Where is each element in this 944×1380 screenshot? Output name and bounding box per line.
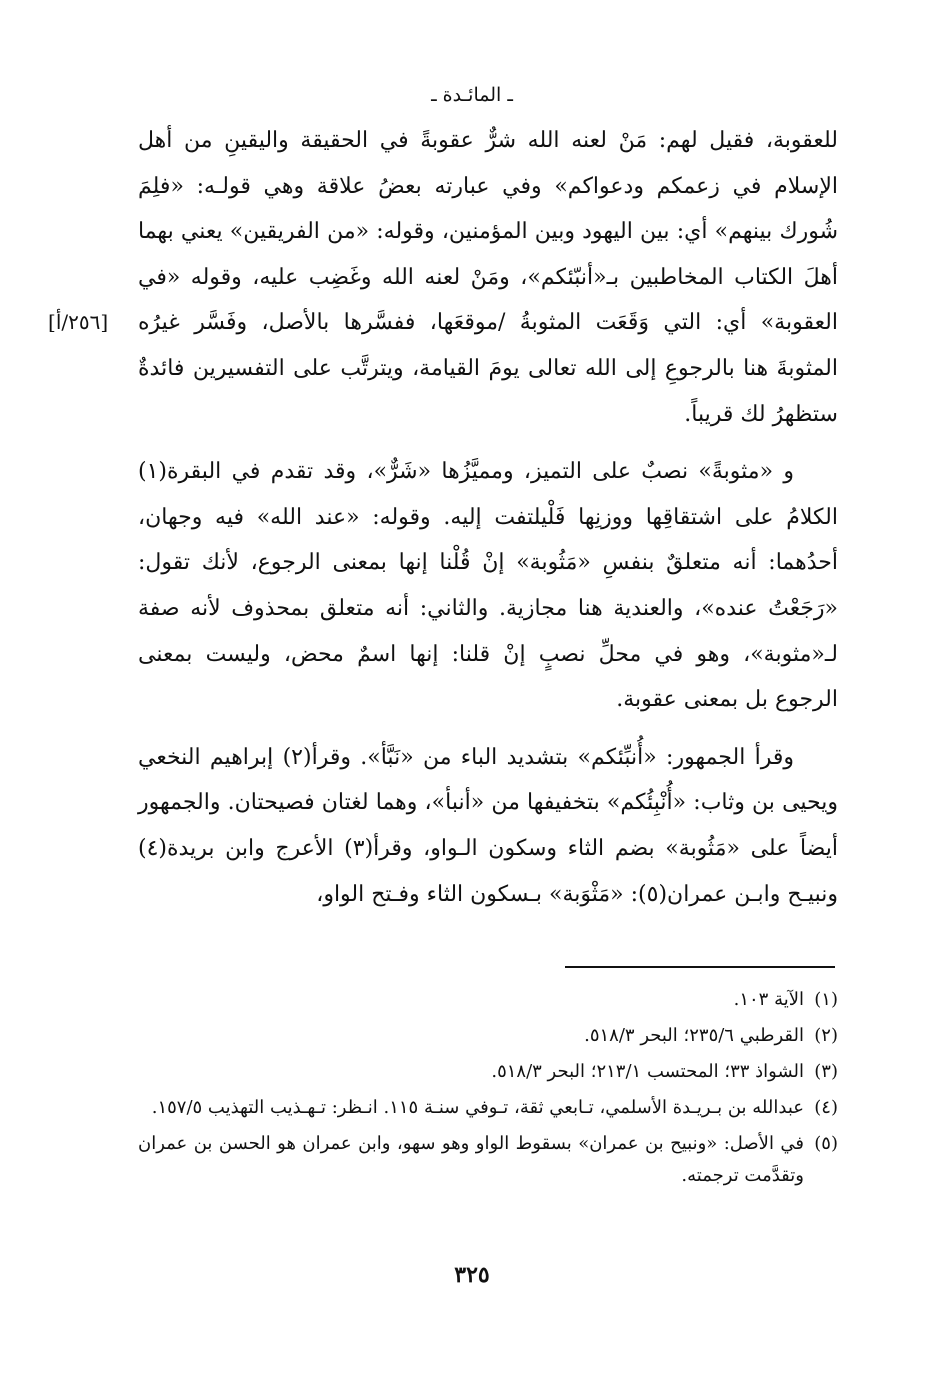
page-number: ٣٢٥ (454, 1262, 490, 1288)
footnote-number: (١) (814, 989, 838, 1010)
footnote-text: القرطبي ٢٣٥/٦؛ البحر ٥١٨/٣. (584, 1025, 804, 1046)
paragraph: وقرأ الجمهور: «أُنبِّئكم» بتشديد الباء من «نَبَّأ». وقرأ(٢) إبراهيم النخعي ويحيى بن وثاب: «أُنْبِئُكم» بتخفيفها من «أنبأ»، وهما لغتان فصيحتان. والجمهور أيضاً على «مَثُوبة» بضم الثاء وسكون الـواو، وقرأ(٣) الأعرج وابن بريدة(٤) ونبيـح وابـن عمران(٥): «مَثْوَبة» بـسكون الثاء وفـتح الواو، (138, 744, 838, 907)
main-text (138, 118, 838, 917)
footnote-text: الآية ١٠٣. (733, 989, 804, 1010)
footnote-number: (٥) (814, 1133, 838, 1154)
paragraph: للعقوبة، فقيل لهم: مَنْ لعنه الله شرٌّ عقوبةً في الحقيقة واليقينِ من أهل الإسلام في زعمكم ودعواكم» وفي عبارته بعضُ علاقة وهي قولـه: «فلِمَ شُورك بينهم» أي: بين اليهود وبين المؤمنين، وقوله: «من الفريقين» يعني بهما أهلَ الكتاب المخاطبين بـ«أنبّئكم»، ومَنْ لعنه الله وغَضِب عليه، وقوله «في العقوبة» أي: التي وَقَعَت المثوبةُ /موقعَها، ففسَّرها بالأصل، وفَسَّر غيرُه المثوبةَ هنا بالرجوعِ إلى الله تعالى يومَ القيامة، ويترتَّب على التفسيرين فائدةٌ ستظهرُ لك قريباً. (138, 128, 838, 427)
footnote (138, 1056, 838, 1088)
footnote-divider (565, 966, 835, 968)
manuscript-folio-note: [٢٥٦/أ] (48, 310, 109, 334)
running-head: ـ المائـدة ـ (431, 84, 513, 106)
paragraph: و «مثوبةً» نصبٌ على التميز، ومميَّزُها «شَرٌّ»، وقد تقدم في البقرة(١) الكلامُ على اشتقاقِها ووزنِها فَلْيلتفت إليه. وقوله: «عند الله» فيه وجهان، أحدُهما: أنه متعلقٌ بنفسِ «مَثُوبة» إنْ قُلْنا إنها بمعنى الرجوع، لأنك تقول: «رَجَعْتُ عنده»، والعندية هنا مجازية. والثاني: أنه متعلق بمحذوف لأنه صفة لـ«مثوبة»، وهو في محلِّ نصبٍ إنْ قلنا: إنها اسمٌ محض، وليست بمعنى الرجوع بل بمعنى عقوبة. (138, 459, 838, 713)
footnote-number: (٣) (814, 1061, 838, 1082)
footnotes (138, 984, 838, 1196)
footnote (138, 1092, 838, 1124)
footnote-text: عبدالله بن بـريـدة الأسلمي، تـابعي ثقة، تـوفي سنـة ١١٥. انـظر: تـهـذيب التهذيب ١٥٧/٥. (151, 1097, 804, 1118)
footnote-text: الشواذ ٣٣؛ المحتسب ٢١٣/١؛ البحر ٥١٨/٣. (491, 1061, 804, 1082)
footnote-number: (٤) (814, 1097, 838, 1118)
footnote (138, 984, 838, 1016)
footnote (138, 1128, 838, 1192)
footnote-text: في الأصل: «ونبيح بن عمران» بسقوط الواو وهو سهو، وابن عمران هو الحسن بن عمران وتقدَّمت ترجمته. (138, 1133, 804, 1186)
footnote (138, 1020, 838, 1052)
footnote-number: (٢) (814, 1025, 838, 1046)
